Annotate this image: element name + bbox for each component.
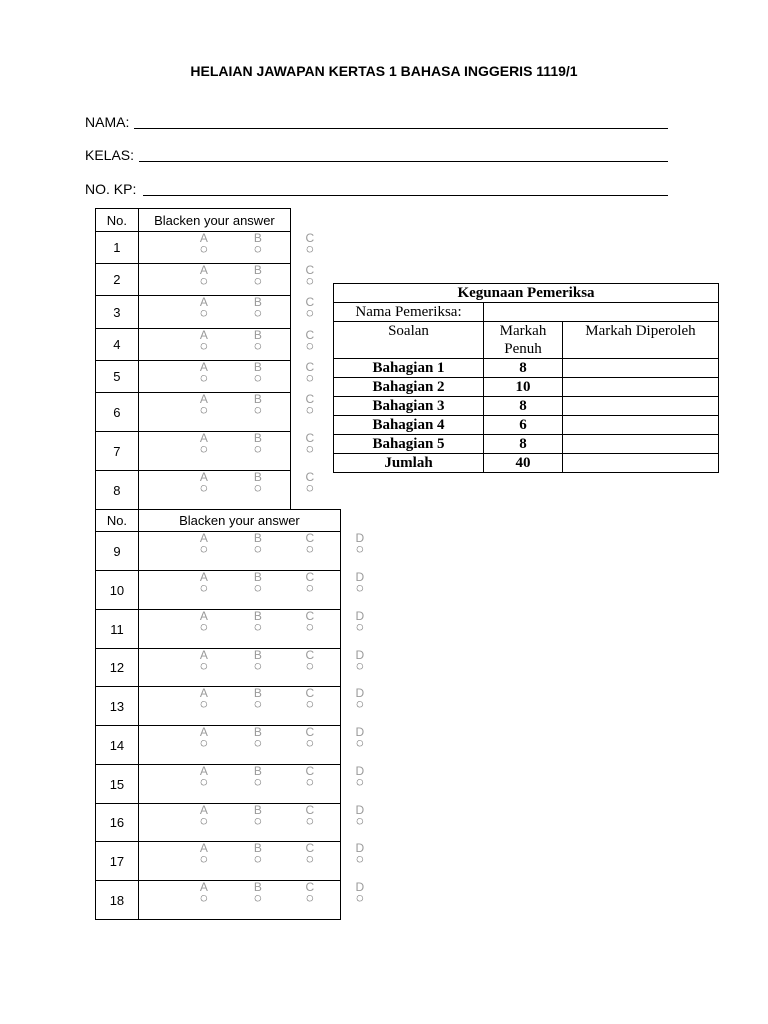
no-kp-input-line[interactable] [143,195,668,196]
total-full-mark: 40 [484,454,563,473]
bubble-icon[interactable]: ◌ [199,480,208,495]
option-letter: B [253,431,262,445]
option-letter: B [253,295,262,309]
option-letter: A [199,470,208,484]
option-letter: B [253,880,262,894]
option-c-bubble[interactable] [301,572,319,593]
option-a-bubble[interactable] [195,297,213,318]
question-row [96,610,341,649]
option-letter: A [199,609,208,623]
total-label: Jumlah [334,454,484,473]
option-letter: C [305,431,315,445]
question-number: 2 [96,264,139,296]
bubble-icon[interactable]: ◌ [253,402,262,417]
question-number: 1 [96,232,139,264]
section-label: Bahagian 5 [334,435,484,454]
kelas-field[interactable] [85,147,134,163]
question-number: 7 [96,432,139,471]
section-label: Bahagian 4 [334,416,484,435]
question-row [96,232,291,264]
examiner-name-field[interactable] [484,303,719,322]
col-header-soalan: Soalan [334,322,484,359]
option-a-bubble[interactable] [195,433,213,454]
bubble-icon[interactable]: ◌ [199,273,208,288]
answer-options [138,263,315,296]
bubble-icon[interactable]: ◌ [254,890,262,905]
question-row [96,361,291,393]
answer-options [138,531,365,571]
table-row [334,416,719,435]
question-row [96,571,341,610]
bubble-icon[interactable]: ◌ [306,619,314,634]
bubble-icon[interactable]: ◌ [254,735,262,750]
bubble-icon[interactable]: ◌ [254,851,262,866]
examiner-table [333,283,719,473]
page-title: HELAIAN JAWAPAN KERTAS 1 BAHASA INGGERIS 1119/1 [190,63,578,79]
nama-input-line[interactable] [134,128,668,129]
bubble-icon[interactable]: ◌ [253,241,262,256]
answer-options [138,725,365,765]
option-letter: C [305,231,315,245]
option-c-bubble[interactable] [301,882,319,903]
question-row [96,881,341,920]
answer-options [138,295,315,329]
nama-label: NAMA: [85,114,130,130]
option-letter: C [305,880,315,894]
question-row [96,471,291,510]
question-number: 3 [96,296,139,329]
bubble-icon[interactable]: ◌ [356,813,364,828]
option-a-bubble[interactable] [195,394,213,415]
option-b-bubble[interactable] [249,394,267,415]
bubble-icon[interactable]: ◌ [200,851,208,866]
question-row [96,393,291,432]
option-c-bubble[interactable] [301,433,319,454]
option-b-bubble[interactable] [249,362,267,383]
option-letter: B [253,609,262,623]
bubble-icon[interactable]: ◌ [253,480,262,495]
question-number: 12 [96,649,139,687]
bubble-icon[interactable]: ◌ [254,541,262,556]
option-c-bubble[interactable] [301,330,319,351]
full-mark: 8 [484,435,563,454]
option-a-bubble[interactable] [195,233,213,254]
option-letter: D [355,570,365,584]
bubble-icon[interactable]: ◌ [253,441,262,456]
answer-options [138,470,315,510]
option-letter: A [199,328,208,342]
markah-penuh-line-1: Markah [499,323,547,339]
answer-options [138,764,365,804]
answer-options [138,392,315,432]
option-c-bubble[interactable] [301,766,319,787]
option-b-bubble[interactable] [249,650,267,671]
option-a-bubble[interactable] [195,766,213,787]
option-b-bubble[interactable] [249,766,267,787]
option-b-bubble[interactable] [249,533,267,554]
question-number: 4 [96,329,139,361]
option-letter: C [305,360,315,374]
bubble-icon[interactable]: ◌ [306,813,314,828]
question-number: 6 [96,393,139,432]
option-a-bubble[interactable] [195,330,213,351]
option-letter: D [355,880,365,894]
answer-table-abc [95,208,315,510]
question-row [96,726,341,765]
bubble-icon[interactable]: ◌ [200,774,208,789]
header-blacken-answer: Blacken your answer [138,510,340,532]
bubble-icon[interactable]: ◌ [253,370,262,385]
answer-options [138,803,365,842]
bubble-icon[interactable]: ◌ [254,813,262,828]
table-row [334,397,719,416]
answer-options [138,231,315,264]
full-mark: 6 [484,416,563,435]
option-a-bubble[interactable] [195,882,213,903]
option-letter: B [253,803,262,817]
bubble-icon[interactable]: ◌ [305,338,314,353]
option-d-bubble[interactable] [351,572,369,593]
examiner-name-label: Nama Pemeriksa: [334,303,484,322]
question-number: 18 [96,881,139,920]
option-c-bubble[interactable] [301,394,319,415]
option-b-bubble[interactable] [249,572,267,593]
option-letter: B [253,531,262,545]
option-a-bubble[interactable] [195,265,213,286]
question-number: 16 [96,804,139,842]
bubble-icon[interactable]: ◌ [305,480,314,495]
option-d-bubble[interactable] [351,843,369,864]
header-no: No. [96,510,139,532]
option-letter: C [305,648,315,662]
bubble-icon[interactable]: ◌ [200,890,208,905]
option-letter: D [355,686,365,700]
col-header-markah-penuh [484,322,563,359]
bubble-icon[interactable]: ◌ [254,580,262,595]
bubble-icon[interactable]: ◌ [306,580,314,595]
obtained-mark-field[interactable] [563,359,719,378]
answer-table-header [96,510,341,532]
bubble-icon[interactable]: ◌ [356,696,364,711]
obtained-mark-field[interactable] [563,416,719,435]
obtained-mark-field[interactable] [563,435,719,454]
option-b-bubble[interactable] [249,297,267,318]
header-no: No. [96,209,139,232]
bubble-icon[interactable]: ◌ [199,402,208,417]
option-letter: B [253,263,262,277]
option-letter: B [253,360,262,374]
question-row [96,329,291,361]
option-c-bubble[interactable] [301,805,319,826]
question-number: 13 [96,687,139,726]
option-a-bubble[interactable] [195,650,213,671]
option-letter: B [253,648,262,662]
option-b-bubble[interactable] [249,843,267,864]
bubble-icon[interactable]: ◌ [199,370,208,385]
bubble-icon[interactable]: ◌ [305,402,314,417]
option-letter: A [199,764,208,778]
bubble-icon[interactable]: ◌ [356,890,364,905]
bubble-icon[interactable]: ◌ [356,851,364,866]
option-b-bubble[interactable] [249,805,267,826]
option-d-bubble[interactable] [351,688,369,709]
bubble-icon[interactable]: ◌ [306,851,314,866]
option-letter: A [199,570,208,584]
option-c-bubble[interactable] [301,233,319,254]
option-a-bubble[interactable] [195,843,213,864]
option-c-bubble[interactable] [301,362,319,383]
question-number: 14 [96,726,139,765]
bubble-icon[interactable]: ◌ [306,696,314,711]
section-label: Bahagian 1 [334,359,484,378]
bubble-icon[interactable]: ◌ [356,774,364,789]
option-c-bubble[interactable] [301,688,319,709]
option-d-bubble[interactable] [351,727,369,748]
bubble-icon[interactable]: ◌ [200,541,208,556]
option-b-bubble[interactable] [249,882,267,903]
examiner-table-title: Kegunaan Pemeriksa [334,284,719,303]
question-number: 9 [96,532,139,571]
full-mark: 8 [484,397,563,416]
option-letter: C [305,263,315,277]
bubble-icon[interactable]: ◌ [199,241,208,256]
option-b-bubble[interactable] [249,233,267,254]
bubble-icon[interactable]: ◌ [199,305,208,320]
option-letter: D [355,764,365,778]
option-a-bubble[interactable] [195,805,213,826]
option-d-bubble[interactable] [351,766,369,787]
question-row [96,687,341,726]
option-letter: C [305,764,315,778]
option-a-bubble[interactable] [195,533,213,554]
option-letter: B [253,392,262,406]
question-row [96,804,341,842]
option-letter: B [253,470,262,484]
question-number: 15 [96,765,139,804]
option-letter: C [305,470,315,484]
bubble-icon[interactable]: ◌ [200,735,208,750]
option-letter: D [355,841,365,855]
option-d-bubble[interactable] [351,650,369,671]
bubble-icon[interactable]: ◌ [306,774,314,789]
bubble-icon[interactable]: ◌ [254,774,262,789]
full-mark: 8 [484,359,563,378]
option-d-bubble[interactable] [351,882,369,903]
section-label: Bahagian 3 [334,397,484,416]
obtained-mark-field[interactable] [563,378,719,397]
option-c-bubble[interactable] [301,297,319,318]
kelas-label: KELAS: [85,147,135,163]
question-number: 8 [96,471,139,510]
markah-penuh-line-2: Penuh [504,341,542,357]
option-letter: B [253,841,262,855]
option-letter: A [199,431,208,445]
option-letter: D [355,531,365,545]
bubble-icon[interactable]: ◌ [254,696,262,711]
total-obtained-field[interactable] [563,454,719,473]
question-number: 17 [96,842,139,881]
option-letter: A [199,392,208,406]
bubble-icon[interactable]: ◌ [356,541,364,556]
option-c-bubble[interactable] [301,843,319,864]
option-letter: B [253,570,262,584]
bubble-icon[interactable]: ◌ [356,580,364,595]
option-letter: C [305,531,315,545]
option-b-bubble[interactable] [249,611,267,632]
option-letter: B [253,725,262,739]
question-number: 11 [96,610,139,649]
bubble-icon[interactable]: ◌ [200,580,208,595]
option-letter: C [305,609,315,623]
option-d-bubble[interactable] [351,533,369,554]
bubble-icon[interactable]: ◌ [305,441,314,456]
nama-field[interactable] [85,114,129,130]
option-letter: C [305,725,315,739]
option-letter: A [199,648,208,662]
option-letter: C [305,328,315,342]
answer-options [138,360,315,393]
option-letter: C [305,803,315,817]
option-letter: A [199,231,208,245]
option-letter: A [199,725,208,739]
bubble-icon[interactable]: ◌ [253,273,262,288]
bubble-icon[interactable]: ◌ [305,370,314,385]
option-letter: A [199,841,208,855]
option-a-bubble[interactable] [195,727,213,748]
kelas-input-line[interactable] [139,161,668,162]
bubble-icon[interactable]: ◌ [200,619,208,634]
bubble-icon[interactable]: ◌ [253,338,262,353]
question-row [96,649,341,687]
bubble-icon[interactable]: ◌ [306,541,314,556]
option-letter: A [199,263,208,277]
option-c-bubble[interactable] [301,533,319,554]
option-b-bubble[interactable] [249,433,267,454]
bubble-icon[interactable]: ◌ [200,813,208,828]
total-row [334,454,719,473]
bubble-icon[interactable]: ◌ [200,658,208,673]
question-row [96,296,291,329]
option-letter: A [199,295,208,309]
bubble-icon[interactable]: ◌ [305,273,314,288]
answer-table-header [96,209,291,232]
option-b-bubble[interactable] [249,265,267,286]
bubble-icon[interactable]: ◌ [253,305,262,320]
answer-options [138,609,365,649]
bubble-icon[interactable]: ◌ [305,305,314,320]
option-letter: D [355,648,365,662]
option-c-bubble[interactable] [301,727,319,748]
option-letter: D [355,725,365,739]
option-letter: C [305,841,315,855]
question-number: 5 [96,361,139,393]
table-row [334,359,719,378]
option-a-bubble[interactable] [195,611,213,632]
answer-options [138,841,365,881]
option-letter: D [355,609,365,623]
obtained-mark-field[interactable] [563,397,719,416]
bubble-icon[interactable]: ◌ [254,658,262,673]
option-a-bubble[interactable] [195,572,213,593]
option-a-bubble[interactable] [195,688,213,709]
option-d-bubble[interactable] [351,611,369,632]
option-a-bubble[interactable] [195,362,213,383]
bubble-icon[interactable]: ◌ [199,338,208,353]
option-d-bubble[interactable] [351,805,369,826]
bubble-icon[interactable]: ◌ [306,735,314,750]
bubble-icon[interactable]: ◌ [200,696,208,711]
no-kp-label: NO. KP: [85,181,137,197]
table-row [334,435,719,454]
answer-options [138,648,365,687]
question-number: 10 [96,571,139,610]
option-c-bubble[interactable] [301,472,319,493]
bubble-icon[interactable]: ◌ [356,735,364,750]
option-letter: C [305,392,315,406]
question-row [96,432,291,471]
bubble-icon[interactable]: ◌ [199,441,208,456]
answer-options [138,686,365,726]
option-letter: B [253,764,262,778]
option-letter: A [199,531,208,545]
answer-options [138,328,315,361]
option-letter: C [305,570,315,584]
option-letter: D [355,803,365,817]
answer-table-abcd [95,509,365,920]
table-row [334,378,719,397]
answer-options [138,880,365,920]
option-c-bubble[interactable] [301,265,319,286]
bubble-icon[interactable]: ◌ [356,658,364,673]
option-b-bubble[interactable] [249,727,267,748]
option-letter: B [253,686,262,700]
full-mark: 10 [484,378,563,397]
bubble-icon[interactable]: ◌ [254,619,262,634]
option-letter: B [253,231,262,245]
no-kp-field[interactable] [85,181,136,197]
option-b-bubble[interactable] [249,688,267,709]
col-header-markah-diperoleh: Markah Diperoleh [563,322,719,359]
header-blacken-answer: Blacken your answer [138,209,290,232]
option-letter: C [305,686,315,700]
question-row [96,532,341,571]
answer-options [138,431,315,471]
option-letter: C [305,295,315,309]
question-row [96,765,341,804]
option-b-bubble[interactable] [249,472,267,493]
option-letter: B [253,328,262,342]
answer-options [138,570,365,610]
option-b-bubble[interactable] [249,330,267,351]
option-letter: A [199,803,208,817]
bubble-icon[interactable]: ◌ [306,890,314,905]
bubble-icon[interactable]: ◌ [306,658,314,673]
bubble-icon[interactable]: ◌ [356,619,364,634]
option-letter: A [199,686,208,700]
bubble-icon[interactable]: ◌ [305,241,314,256]
option-c-bubble[interactable] [301,650,319,671]
option-letter: A [199,880,208,894]
option-letter: A [199,360,208,374]
question-row [96,264,291,296]
section-label: Bahagian 2 [334,378,484,397]
question-row [96,842,341,881]
option-c-bubble[interactable] [301,611,319,632]
option-a-bubble[interactable] [195,472,213,493]
